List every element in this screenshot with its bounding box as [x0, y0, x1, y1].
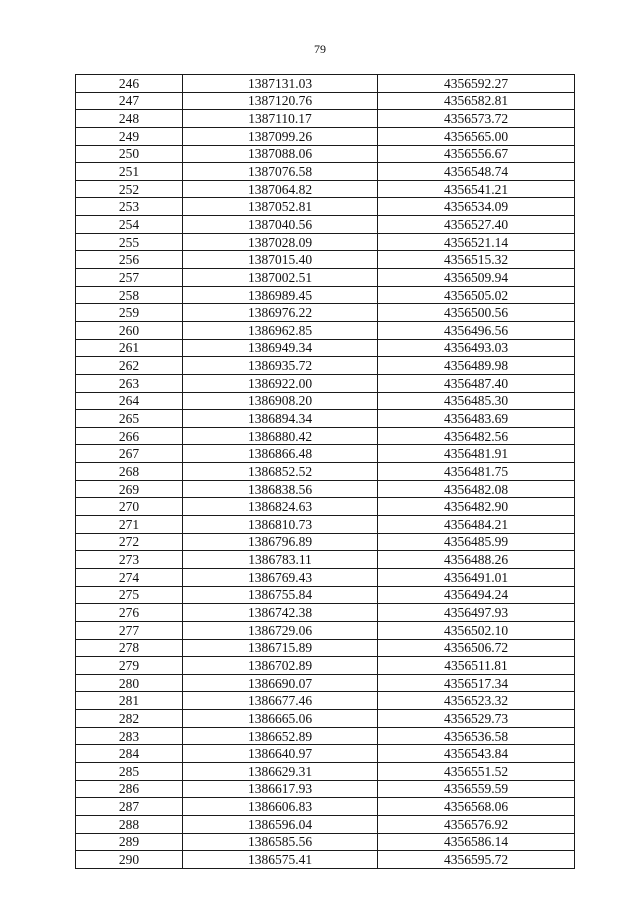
- x-coordinate-cell: 1386665.06: [183, 710, 378, 728]
- y-coordinate-cell: 4356576.92: [378, 815, 575, 833]
- table-row: [76, 568, 575, 586]
- point-number-cell: 267: [76, 445, 183, 463]
- x-coordinate-cell: 1387040.56: [183, 216, 378, 234]
- point-number-cell: 272: [76, 533, 183, 551]
- x-coordinate-cell: 1386690.07: [183, 674, 378, 692]
- x-coordinate-cell: 1386585.56: [183, 833, 378, 851]
- point-number-cell: 255: [76, 233, 183, 251]
- x-coordinate-cell: 1386866.48: [183, 445, 378, 463]
- y-coordinate-cell: 4356482.08: [378, 480, 575, 498]
- x-coordinate-cell: 1386755.84: [183, 586, 378, 604]
- y-coordinate-cell: 4356595.72: [378, 851, 575, 869]
- x-coordinate-cell: 1386976.22: [183, 304, 378, 322]
- point-number-cell: 270: [76, 498, 183, 516]
- point-number-cell: 283: [76, 727, 183, 745]
- point-number-cell: 265: [76, 410, 183, 428]
- point-number-cell: 266: [76, 427, 183, 445]
- y-coordinate-cell: 4356586.14: [378, 833, 575, 851]
- point-number-cell: 278: [76, 639, 183, 657]
- y-coordinate-cell: 4356536.58: [378, 727, 575, 745]
- point-number-cell: 264: [76, 392, 183, 410]
- point-number-cell: 257: [76, 269, 183, 287]
- y-coordinate-cell: 4356541.21: [378, 180, 575, 198]
- y-coordinate-cell: 4356500.56: [378, 304, 575, 322]
- y-coordinate-cell: 4356482.90: [378, 498, 575, 516]
- x-coordinate-cell: 1387099.26: [183, 127, 378, 145]
- table-row: [76, 163, 575, 181]
- x-coordinate-cell: 1386606.83: [183, 798, 378, 816]
- point-number-cell: 286: [76, 780, 183, 798]
- y-coordinate-cell: 4356496.56: [378, 321, 575, 339]
- table-row: [76, 710, 575, 728]
- y-coordinate-cell: 4356565.00: [378, 127, 575, 145]
- y-coordinate-cell: 4356509.94: [378, 269, 575, 287]
- y-coordinate-cell: 4356487.40: [378, 374, 575, 392]
- x-coordinate-cell: 1386617.93: [183, 780, 378, 798]
- point-number-cell: 253: [76, 198, 183, 216]
- point-number-cell: 275: [76, 586, 183, 604]
- table-row: [76, 745, 575, 763]
- y-coordinate-cell: 4356497.93: [378, 604, 575, 622]
- y-coordinate-cell: 4356483.69: [378, 410, 575, 428]
- y-coordinate-cell: 4356534.09: [378, 198, 575, 216]
- point-number-cell: 246: [76, 75, 183, 93]
- table-row: [76, 304, 575, 322]
- y-coordinate-cell: 4356491.01: [378, 568, 575, 586]
- y-coordinate-cell: 4356484.21: [378, 516, 575, 534]
- x-coordinate-cell: 1386852.52: [183, 463, 378, 481]
- point-number-cell: 251: [76, 163, 183, 181]
- y-coordinate-cell: 4356543.84: [378, 745, 575, 763]
- table-row: [76, 410, 575, 428]
- table-row: [76, 180, 575, 198]
- point-number-cell: 259: [76, 304, 183, 322]
- y-coordinate-cell: 4356529.73: [378, 710, 575, 728]
- table-row: [76, 445, 575, 463]
- x-coordinate-cell: 1386935.72: [183, 357, 378, 375]
- x-coordinate-cell: 1387120.76: [183, 92, 378, 110]
- x-coordinate-cell: 1386729.06: [183, 621, 378, 639]
- table-row: [76, 586, 575, 604]
- table-row: [76, 233, 575, 251]
- point-number-cell: 263: [76, 374, 183, 392]
- point-number-cell: 271: [76, 516, 183, 534]
- table-row: [76, 463, 575, 481]
- table-row: [76, 286, 575, 304]
- x-coordinate-cell: 1386629.31: [183, 762, 378, 780]
- y-coordinate-cell: 4356494.24: [378, 586, 575, 604]
- x-coordinate-cell: 1386796.89: [183, 533, 378, 551]
- table-row: [76, 551, 575, 569]
- coordinates-table: [75, 74, 575, 869]
- point-number-cell: 285: [76, 762, 183, 780]
- x-coordinate-cell: 1387002.51: [183, 269, 378, 287]
- x-coordinate-cell: 1387076.58: [183, 163, 378, 181]
- table-row: [76, 127, 575, 145]
- point-number-cell: 250: [76, 145, 183, 163]
- x-coordinate-cell: 1386908.20: [183, 392, 378, 410]
- table-row: [76, 251, 575, 269]
- table-row: [76, 92, 575, 110]
- x-coordinate-cell: 1387131.03: [183, 75, 378, 93]
- y-coordinate-cell: 4356485.30: [378, 392, 575, 410]
- x-coordinate-cell: 1386962.85: [183, 321, 378, 339]
- x-coordinate-cell: 1386596.04: [183, 815, 378, 833]
- table-row: [76, 833, 575, 851]
- y-coordinate-cell: 4356493.03: [378, 339, 575, 357]
- point-number-cell: 284: [76, 745, 183, 763]
- table-row: [76, 110, 575, 128]
- x-coordinate-cell: 1386742.38: [183, 604, 378, 622]
- table-row: [76, 269, 575, 287]
- table-row: [76, 374, 575, 392]
- y-coordinate-cell: 4356582.81: [378, 92, 575, 110]
- x-coordinate-cell: 1386824.63: [183, 498, 378, 516]
- y-coordinate-cell: 4356502.10: [378, 621, 575, 639]
- y-coordinate-cell: 4356551.52: [378, 762, 575, 780]
- coordinates-table-body: [76, 75, 575, 869]
- point-number-cell: 268: [76, 463, 183, 481]
- point-number-cell: 277: [76, 621, 183, 639]
- table-row: [76, 657, 575, 675]
- table-row: [76, 198, 575, 216]
- table-row: [76, 674, 575, 692]
- x-coordinate-cell: 1386949.34: [183, 339, 378, 357]
- point-number-cell: 276: [76, 604, 183, 622]
- y-coordinate-cell: 4356592.27: [378, 75, 575, 93]
- table-row: [76, 498, 575, 516]
- x-coordinate-cell: 1386810.73: [183, 516, 378, 534]
- y-coordinate-cell: 4356488.26: [378, 551, 575, 569]
- x-coordinate-cell: 1386894.34: [183, 410, 378, 428]
- x-coordinate-cell: 1386575.41: [183, 851, 378, 869]
- y-coordinate-cell: 4356481.91: [378, 445, 575, 463]
- x-coordinate-cell: 1387052.81: [183, 198, 378, 216]
- point-number-cell: 248: [76, 110, 183, 128]
- x-coordinate-cell: 1386769.43: [183, 568, 378, 586]
- x-coordinate-cell: 1386640.97: [183, 745, 378, 763]
- x-coordinate-cell: 1386677.46: [183, 692, 378, 710]
- y-coordinate-cell: 4356517.34: [378, 674, 575, 692]
- point-number-cell: 247: [76, 92, 183, 110]
- point-number-cell: 289: [76, 833, 183, 851]
- x-coordinate-cell: 1386715.89: [183, 639, 378, 657]
- table-row: [76, 145, 575, 163]
- table-row: [76, 851, 575, 869]
- point-number-cell: 256: [76, 251, 183, 269]
- y-coordinate-cell: 4356527.40: [378, 216, 575, 234]
- point-number-cell: 274: [76, 568, 183, 586]
- y-coordinate-cell: 4356523.32: [378, 692, 575, 710]
- x-coordinate-cell: 1387028.09: [183, 233, 378, 251]
- y-coordinate-cell: 4356515.32: [378, 251, 575, 269]
- y-coordinate-cell: 4356556.67: [378, 145, 575, 163]
- table-row: [76, 427, 575, 445]
- table-row: [76, 780, 575, 798]
- table-row: [76, 533, 575, 551]
- y-coordinate-cell: 4356482.56: [378, 427, 575, 445]
- table-row: [76, 357, 575, 375]
- x-coordinate-cell: 1387088.06: [183, 145, 378, 163]
- x-coordinate-cell: 1387064.82: [183, 180, 378, 198]
- y-coordinate-cell: 4356559.59: [378, 780, 575, 798]
- y-coordinate-cell: 4356505.02: [378, 286, 575, 304]
- point-number-cell: 249: [76, 127, 183, 145]
- point-number-cell: 262: [76, 357, 183, 375]
- x-coordinate-cell: 1386783.11: [183, 551, 378, 569]
- table-row: [76, 392, 575, 410]
- y-coordinate-cell: 4356506.72: [378, 639, 575, 657]
- point-number-cell: 282: [76, 710, 183, 728]
- x-coordinate-cell: 1386838.56: [183, 480, 378, 498]
- y-coordinate-cell: 4356489.98: [378, 357, 575, 375]
- table-row: [76, 798, 575, 816]
- point-number-cell: 279: [76, 657, 183, 675]
- table-row: [76, 75, 575, 93]
- page-number: 79: [314, 42, 326, 56]
- table-row: [76, 639, 575, 657]
- x-coordinate-cell: 1386880.42: [183, 427, 378, 445]
- y-coordinate-cell: 4356568.06: [378, 798, 575, 816]
- y-coordinate-cell: 4356521.14: [378, 233, 575, 251]
- y-coordinate-cell: 4356573.72: [378, 110, 575, 128]
- table-row: [76, 692, 575, 710]
- point-number-cell: 252: [76, 180, 183, 198]
- table-row: [76, 621, 575, 639]
- table-row: [76, 815, 575, 833]
- x-coordinate-cell: 1386652.89: [183, 727, 378, 745]
- point-number-cell: 273: [76, 551, 183, 569]
- x-coordinate-cell: 1386922.00: [183, 374, 378, 392]
- point-number-cell: 290: [76, 851, 183, 869]
- table-row: [76, 339, 575, 357]
- point-number-cell: 288: [76, 815, 183, 833]
- y-coordinate-cell: 4356481.75: [378, 463, 575, 481]
- table-row: [76, 480, 575, 498]
- point-number-cell: 280: [76, 674, 183, 692]
- table-row: [76, 604, 575, 622]
- point-number-cell: 260: [76, 321, 183, 339]
- x-coordinate-cell: 1387110.17: [183, 110, 378, 128]
- table-row: [76, 216, 575, 234]
- x-coordinate-cell: 1386702.89: [183, 657, 378, 675]
- point-number-cell: 261: [76, 339, 183, 357]
- x-coordinate-cell: 1386989.45: [183, 286, 378, 304]
- point-number-cell: 258: [76, 286, 183, 304]
- y-coordinate-cell: 4356485.99: [378, 533, 575, 551]
- point-number-cell: 254: [76, 216, 183, 234]
- table-row: [76, 516, 575, 534]
- table-row: [76, 727, 575, 745]
- x-coordinate-cell: 1387015.40: [183, 251, 378, 269]
- point-number-cell: 287: [76, 798, 183, 816]
- table-row: [76, 321, 575, 339]
- y-coordinate-cell: 4356548.74: [378, 163, 575, 181]
- point-number-cell: 269: [76, 480, 183, 498]
- y-coordinate-cell: 4356511.81: [378, 657, 575, 675]
- point-number-cell: 281: [76, 692, 183, 710]
- table-row: [76, 762, 575, 780]
